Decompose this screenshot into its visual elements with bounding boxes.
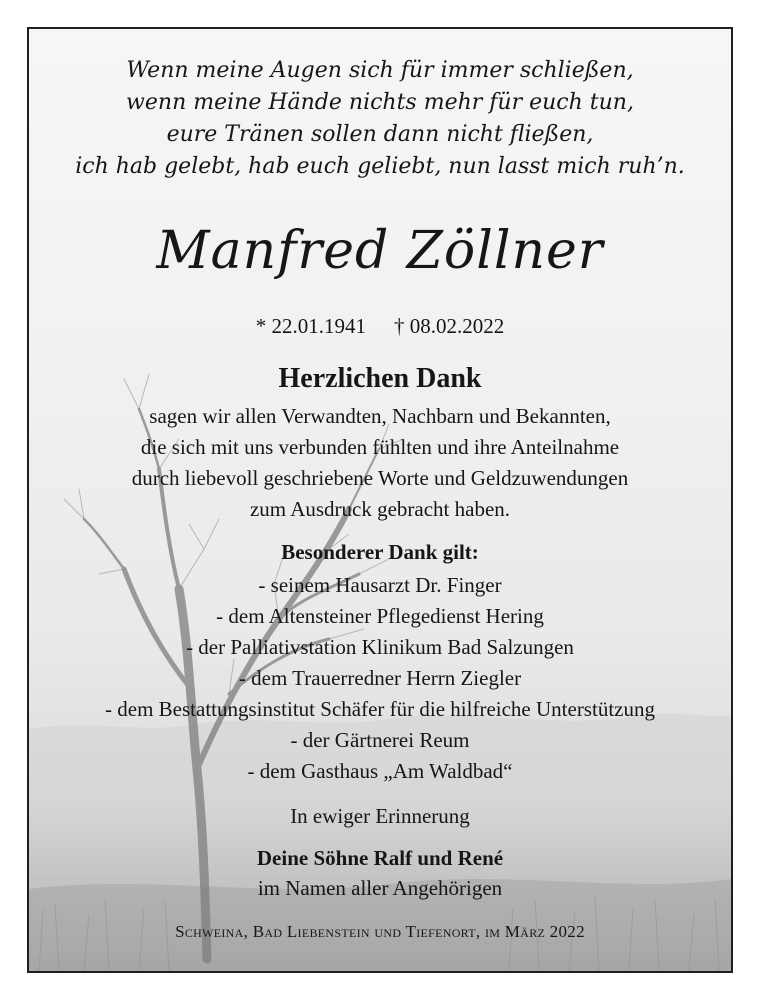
deceased-name: Manfred Zöllner: [156, 221, 604, 281]
thanks-heading: Herzlichen Dank: [278, 363, 482, 394]
special-item-7: - dem Gasthaus „Am Waldbad“: [247, 759, 513, 783]
special-item-3: - der Palliativstation Klinikum Bad Salzungen: [186, 635, 574, 659]
thanks-text-line-1: sagen wir allen Verwandten, Nachbarn und Bekannten,: [149, 404, 611, 428]
thanks-text-line-4: zum Ausdruck gebracht haben.: [249, 497, 511, 521]
special-item-2: - dem Altensteiner Pflegedienst Hering: [216, 604, 544, 628]
signature: Deine Söhne Ralf und René: [256, 846, 504, 870]
signature-sub: im Namen aller Angehörigen: [257, 876, 503, 900]
thanks-text-line-2: die sich mit uns verbunden fühlten und ihre Anteilnahme: [140, 435, 620, 459]
thanks-text-line-3: durch liebevoll geschriebene Worte und Geldzuwendungen: [131, 466, 629, 490]
life-dates: [29, 313, 731, 339]
obituary-card: [27, 27, 733, 973]
memory-line: In ewiger Erinnerung: [290, 804, 470, 828]
special-item-5: - dem Bestattungsinstitut Schäfer für die hilfreiche Unterstützung: [105, 697, 655, 721]
special-item-4: - dem Trauerredner Herrn Ziegler: [238, 666, 522, 690]
place-date-line: Schweina, Bad Liebenstein und Tiefenort, im März 2022: [175, 922, 585, 941]
poem-line-3: eure Tränen sollen dann nicht fließen,: [166, 122, 594, 147]
poem-line-2: wenn meine Hände nichts mehr für euch tun,: [126, 90, 634, 115]
obituary-content: [29, 29, 731, 971]
poem-line-4: ich hab gelebt, hab euch geliebt, nun lasst mich ruh’n.: [75, 154, 685, 179]
birth-date: * 22.01.1941: [255, 314, 366, 338]
death-date: † 08.02.2022: [394, 314, 505, 338]
special-thanks-heading: Besonderer Dank gilt:: [281, 540, 479, 564]
special-item-1: - seinem Hausarzt Dr. Finger: [258, 573, 502, 597]
poem-line-1: Wenn meine Augen sich für immer schließen,: [126, 58, 634, 83]
special-item-6: - der Gärtnerei Reum: [290, 728, 470, 752]
